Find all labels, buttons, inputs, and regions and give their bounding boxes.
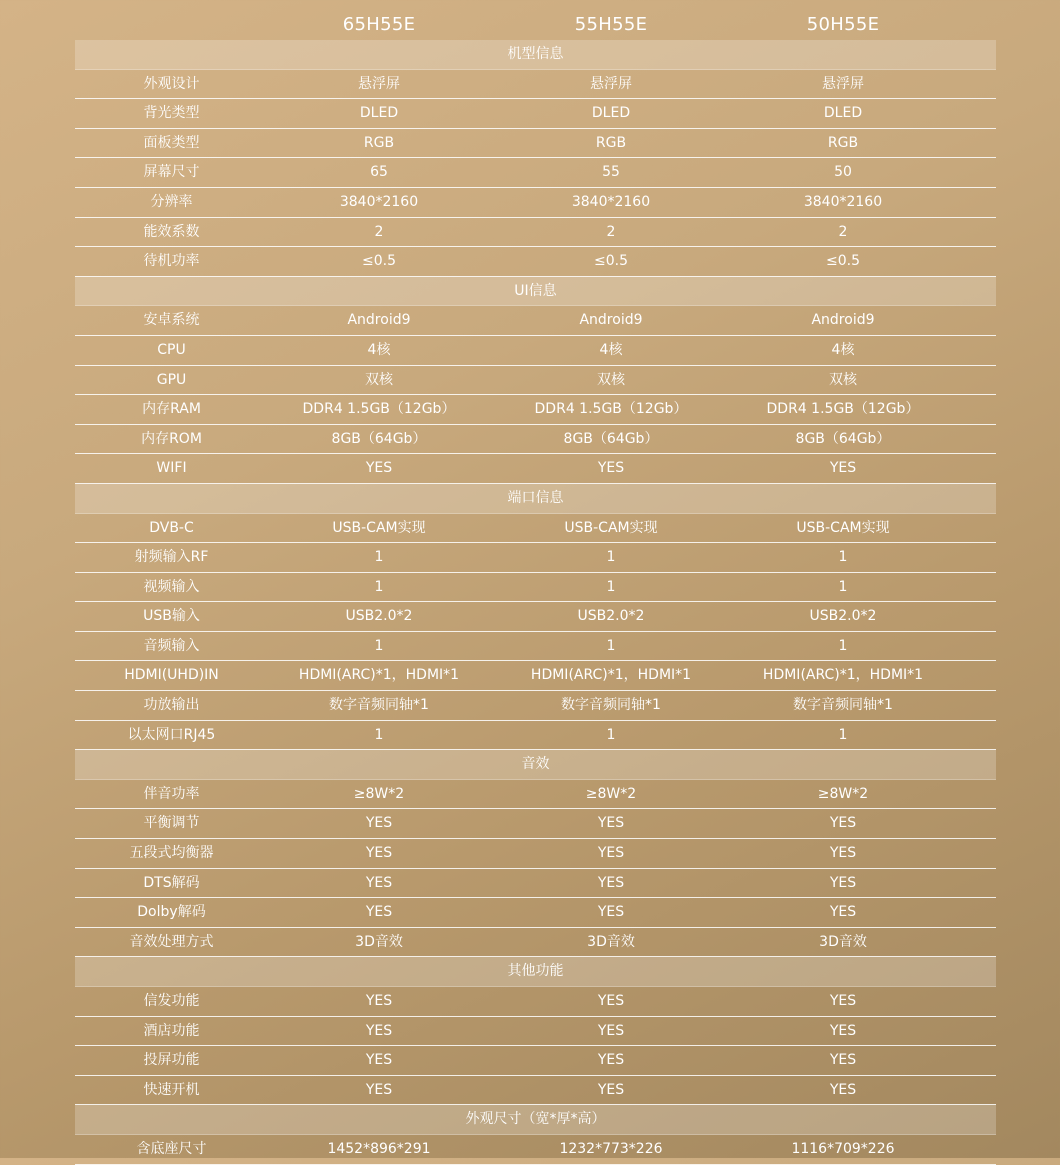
spec-value: USB2.0*2 [577, 608, 645, 625]
spec-label: 含底座尺寸 [136, 1140, 207, 1157]
spec-value: HDMI(ARC)*1，HDMI*1 [530, 667, 692, 684]
spec-value: DDR4 1.5GB（12Gb） [766, 401, 920, 418]
spec-value: ≥8W*2 [585, 785, 637, 802]
spec-value: 4核 [599, 341, 623, 358]
spec-label: 射频输入RF [134, 549, 209, 566]
spec-value: YES [829, 993, 857, 1009]
spec-label: 以太网口RJ45 [127, 726, 216, 743]
spec-value: YES [365, 845, 393, 862]
spec-value: ≤0.5 [594, 253, 628, 270]
spec-value: 1 [374, 637, 384, 654]
spec-row [75, 898, 996, 928]
spec-value: YES [365, 993, 393, 1009]
spec-value: 1 [606, 637, 616, 654]
spec-value: 3840*2160 [571, 193, 651, 210]
spec-value: YES [829, 874, 857, 891]
spec-value: 3D音效 [587, 933, 635, 950]
spec-label: USB输入 [143, 608, 200, 625]
spec-label: 功放输出 [143, 697, 200, 714]
spec-label: 五段式均衡器 [129, 845, 214, 862]
spec-row [75, 514, 996, 544]
spec-value: ≤0.5 [362, 253, 396, 270]
spec-label: 屏幕尺寸 [143, 164, 200, 181]
spec-value: 1 [606, 578, 616, 595]
spec-label: DVB-C [149, 519, 194, 536]
spec-label: HDMI(UHD)IN [124, 667, 219, 684]
spec-value: RGB [827, 134, 859, 151]
spec-value: DLED [359, 105, 399, 122]
spec-value: ≥8W*2 [353, 785, 405, 802]
spec-label: 安卓系统 [143, 312, 200, 329]
spec-row [75, 809, 996, 839]
spec-value: DDR4 1.5GB（12Gb） [534, 401, 688, 418]
spec-value: YES [597, 845, 625, 862]
spec-value: 8GB（64Gb） [563, 430, 659, 447]
section-header: 端口信息 [75, 484, 996, 514]
spec-row [75, 691, 996, 721]
spec-label: GPU [156, 371, 187, 388]
spec-label: 投屏功能 [143, 1052, 200, 1069]
spec-value: 8GB（64Gb） [795, 430, 891, 447]
spec-value: USB2.0*2 [345, 608, 413, 625]
spec-value: 1 [838, 578, 848, 595]
spec-value: 4核 [831, 341, 855, 358]
spec-row [75, 661, 996, 691]
spec-label: 外观设计 [143, 75, 200, 92]
spec-value: 数字音频同轴*1 [793, 697, 893, 714]
spec-value: 55 [602, 164, 620, 181]
spec-row [75, 928, 996, 958]
spec-value: 1 [374, 549, 384, 566]
section-header: 其他功能 [75, 957, 996, 987]
spec-table [75, 40, 996, 1165]
spec-row [75, 395, 996, 425]
spec-value: 65 [370, 164, 388, 181]
spec-label: 平衡调节 [143, 815, 200, 832]
spec-value: 1 [374, 726, 384, 743]
spec-value: USB-CAM实现 [796, 519, 890, 536]
spec-value: ≤0.5 [826, 253, 860, 270]
spec-value: 数字音频同轴*1 [329, 697, 429, 714]
model-name-3: 50H55E [806, 14, 880, 35]
spec-label: 分辨率 [150, 193, 193, 210]
spec-value: Android9 [579, 312, 643, 329]
spec-row [75, 573, 996, 603]
spec-value: 双核 [365, 371, 393, 388]
spec-value: 1 [838, 726, 848, 743]
spec-label: DTS解码 [143, 874, 200, 891]
spec-row [75, 602, 996, 632]
spec-row [75, 70, 996, 100]
spec-value: YES [829, 1022, 857, 1039]
spec-row [75, 129, 996, 159]
spec-value: YES [829, 460, 857, 477]
spec-value: YES [365, 904, 393, 921]
spec-label: 信发功能 [143, 993, 200, 1009]
spec-row [75, 218, 996, 248]
spec-value: 悬浮屏 [358, 75, 400, 92]
spec-value: Android9 [811, 312, 875, 329]
spec-label: CPU [157, 341, 186, 358]
spec-value: 3840*2160 [339, 193, 419, 210]
spec-value: 3840*2160 [803, 193, 883, 210]
spec-row [75, 454, 996, 484]
spec-value: DLED [591, 105, 631, 122]
spec-value: YES [829, 904, 857, 921]
spec-value: 1 [838, 637, 848, 654]
spec-row [75, 366, 996, 396]
spec-label: 音频输入 [143, 637, 200, 654]
spec-row [75, 188, 996, 218]
section-header: 机型信息 [75, 40, 996, 70]
spec-value: 8GB（64Gb） [331, 430, 427, 447]
spec-value: USB2.0*2 [809, 608, 877, 625]
spec-value: 1 [374, 578, 384, 595]
spec-value: 双核 [597, 371, 625, 388]
spec-label: 音效处理方式 [129, 933, 214, 950]
spec-label: WIFI [156, 460, 187, 477]
spec-label: 内存ROM [141, 430, 202, 447]
spec-value: YES [597, 1022, 625, 1039]
spec-value: YES [365, 460, 393, 477]
spec-label: 快速开机 [143, 1081, 200, 1098]
spec-value: YES [597, 1052, 625, 1069]
spec-row [75, 839, 996, 869]
spec-value: 50 [834, 164, 852, 181]
spec-value: 悬浮屏 [822, 75, 864, 92]
model-name-1: 65H55E [342, 14, 416, 35]
spec-row [75, 158, 996, 188]
spec-value: RGB [363, 134, 395, 151]
spec-row [75, 869, 996, 899]
spec-value: YES [597, 815, 625, 832]
spec-value: YES [597, 904, 625, 921]
spec-value: RGB [595, 134, 627, 151]
spec-value: YES [829, 1081, 857, 1098]
spec-value: 1 [606, 549, 616, 566]
spec-value: YES [829, 815, 857, 832]
spec-value: 1 [606, 726, 616, 743]
spec-value: 3D音效 [355, 933, 403, 950]
spec-value: 1116*709*226 [791, 1140, 895, 1157]
model-header-row [0, 10, 1060, 40]
spec-row [75, 1046, 996, 1076]
spec-value: YES [829, 845, 857, 862]
spec-value: YES [597, 874, 625, 891]
spec-value: DLED [823, 105, 863, 122]
spec-row [75, 632, 996, 662]
spec-row [75, 1076, 996, 1106]
model-name-2: 55H55E [574, 14, 648, 35]
spec-row [75, 1135, 996, 1165]
spec-label: 视频输入 [143, 578, 200, 595]
spec-value: 1 [838, 549, 848, 566]
section-header: 音效 [75, 750, 996, 780]
spec-value: 2 [374, 223, 384, 240]
spec-value: 4核 [367, 341, 391, 358]
spec-row [75, 987, 996, 1017]
spec-row [75, 247, 996, 277]
spec-row [75, 543, 996, 573]
spec-label: Dolby解码 [137, 904, 206, 921]
spec-value: YES [597, 460, 625, 477]
spec-value: 双核 [829, 371, 857, 388]
spec-row [75, 721, 996, 751]
spec-label: 伴音功率 [143, 785, 200, 802]
spec-row [75, 425, 996, 455]
spec-label: 能效系数 [143, 223, 200, 240]
spec-value: YES [365, 1081, 393, 1098]
spec-value: 2 [606, 223, 616, 240]
spec-value: 悬浮屏 [590, 75, 632, 92]
spec-value: DDR4 1.5GB（12Gb） [302, 401, 456, 418]
spec-value: YES [365, 815, 393, 832]
spec-value: 1232*773*226 [559, 1140, 663, 1157]
section-header: UI信息 [75, 277, 996, 307]
spec-value: YES [365, 874, 393, 891]
spec-label: 酒店功能 [143, 1022, 200, 1039]
spec-row [75, 99, 996, 129]
spec-row [75, 306, 996, 336]
spec-label: 待机功率 [143, 253, 200, 270]
spec-value: Android9 [347, 312, 411, 329]
spec-value: USB-CAM实现 [332, 519, 426, 536]
spec-value: HDMI(ARC)*1，HDMI*1 [762, 667, 924, 684]
spec-value: YES [829, 1052, 857, 1069]
spec-value: 数字音频同轴*1 [561, 697, 661, 714]
spec-value: 3D音效 [819, 933, 867, 950]
spec-value: USB-CAM实现 [564, 519, 658, 536]
spec-value: YES [365, 1052, 393, 1069]
spec-row [75, 780, 996, 810]
spec-label: 面板类型 [143, 134, 200, 151]
spec-row [75, 336, 996, 366]
spec-value: HDMI(ARC)*1，HDMI*1 [298, 667, 460, 684]
spec-value: ≥8W*2 [817, 785, 869, 802]
section-header: 外观尺寸（宽*厚*高） [75, 1105, 996, 1135]
spec-value: YES [597, 993, 625, 1009]
spec-value: 1452*896*291 [327, 1140, 431, 1157]
spec-row [75, 1017, 996, 1047]
spec-label: 背光类型 [143, 105, 200, 122]
spec-value: YES [365, 1022, 393, 1039]
spec-label: 内存RAM [142, 401, 201, 418]
spec-value: YES [597, 1081, 625, 1098]
spec-value: 2 [838, 223, 848, 240]
